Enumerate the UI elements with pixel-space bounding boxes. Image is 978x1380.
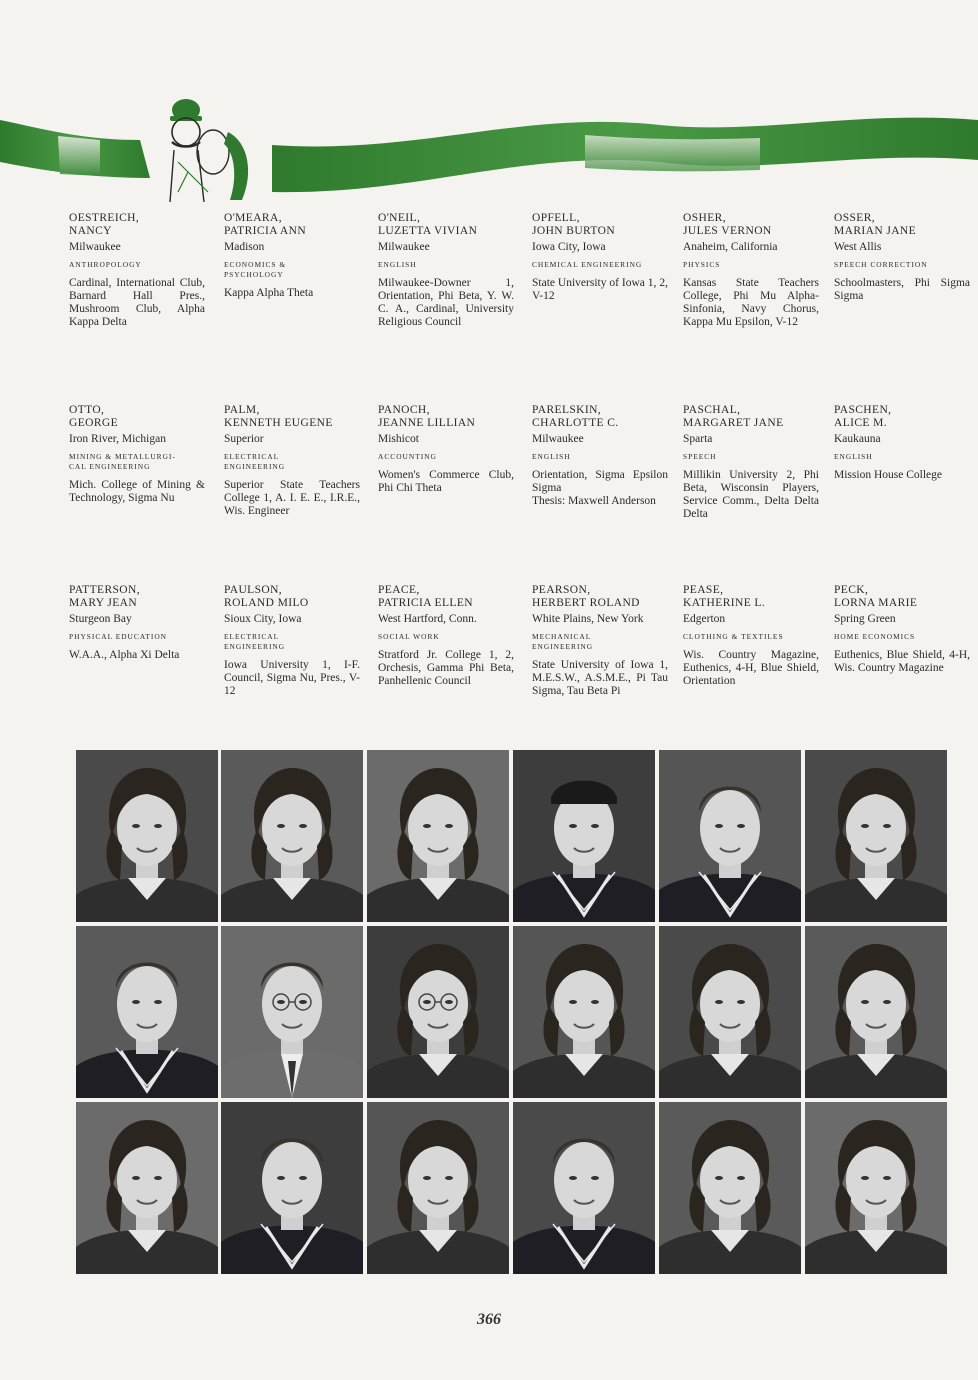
student-activities: Millikin University 2, Phi Beta, Wisconsin Players, Service Comm., Delta Delta Delta (683, 468, 819, 521)
student-portrait-photo (367, 750, 509, 922)
student-major: MECHANICAL ENGINEERING (532, 631, 594, 651)
student-entry (69, 584, 205, 662)
student-portrait-photo (805, 750, 947, 922)
student-name: OSSER, MARIAN JANE (834, 212, 917, 238)
student-entry (224, 404, 360, 518)
student-hometown: West Hartford, Conn. (378, 613, 477, 626)
student-entry (683, 212, 819, 329)
student-hometown: Sparta (683, 433, 713, 446)
student-major: ENGLISH (378, 259, 417, 269)
student-name: PEACE, PATRICIA ELLEN (378, 584, 473, 610)
page-number: 366 (477, 1311, 501, 1328)
student-activities: State University of Iowa 1, 2, V-12 (532, 276, 668, 302)
student-hometown: Mishicot (378, 433, 419, 446)
student-name: PEASE, KATHERINE L. (683, 584, 766, 610)
student-major: HOME ECONOMICS (834, 631, 916, 641)
student-entry (224, 212, 360, 300)
student-portrait-photo (659, 1102, 801, 1274)
student-hometown: White Plains, New York (532, 613, 644, 626)
portrait-photo-grid (76, 750, 952, 1276)
student-activities: Mission House College (834, 468, 942, 481)
student-portrait-photo (76, 1102, 218, 1274)
student-entry (378, 584, 514, 688)
student-entry (683, 584, 819, 688)
bucky-badger-mascot-icon (158, 92, 258, 204)
student-major: ACCOUNTING (378, 451, 437, 461)
student-name: OSHER, JULES VERNON (683, 212, 772, 238)
student-name: O'NEIL, LUZETTA VIVIAN (378, 212, 478, 238)
student-name: PATTERSON, MARY JEAN (69, 584, 140, 610)
student-major: ELECTRICAL ENGINEERING (224, 631, 286, 651)
student-portrait-photo (659, 750, 801, 922)
student-major: PHYSICAL EDUCATION (69, 631, 167, 641)
student-major: CHEMICAL ENGINEERING (532, 259, 643, 269)
student-major: ENGLISH (532, 451, 571, 461)
student-entry (532, 404, 668, 508)
green-ribbon-banner (0, 100, 978, 220)
student-name: OPFELL, JOHN BURTON (532, 212, 616, 238)
student-portrait-photo (221, 750, 363, 922)
student-name: OTTO, GEORGE (69, 404, 119, 430)
student-entry (683, 404, 819, 521)
student-major: MINING & METALLURGI- CAL ENGINEERING (69, 451, 176, 471)
student-hometown: Spring Green (834, 613, 896, 626)
student-activities: Schoolmasters, Phi Sigma Sigma (834, 276, 970, 302)
student-hometown: Edgerton (683, 613, 726, 626)
student-portrait-photo (805, 1102, 947, 1274)
student-activities: Cardinal, International Club, Barnard Hall Pres., Mushroom Club, Alpha Kappa Delta (69, 276, 205, 329)
student-entry (532, 584, 668, 698)
student-activities: Superior State Teachers College 1, A. I. E. E., I.R.E., Wis. Engineer (224, 478, 360, 518)
student-major: PHYSICS (683, 259, 721, 269)
student-portrait-photo (513, 750, 655, 922)
student-hometown: Madison (224, 241, 265, 254)
student-hometown: West Allis (834, 241, 882, 254)
student-activities: W.A.A., Alpha Xi Delta (69, 648, 180, 661)
student-activities: Wis. Country Magazine, Euthenics, 4-H, Blue Shield, Orientation (683, 648, 819, 688)
student-name: PALM, KENNETH EUGENE (224, 404, 333, 430)
student-activities: Stratford Jr. College 1, 2, Orchesis, Gamma Phi Beta, Panhellenic Council (378, 648, 514, 688)
student-name: PARELSKIN, CHARLOTTE C. (532, 404, 619, 430)
student-hometown: Anaheim, California (683, 241, 778, 254)
student-hometown: Milwaukee (532, 433, 584, 446)
student-entry (834, 404, 970, 482)
student-portrait-photo (367, 1102, 509, 1274)
student-activities: Iowa University 1, I-F. Council, Sigma Nu, Pres., V-12 (224, 658, 360, 698)
student-activities: Kansas State Teachers College, Phi Mu Alpha-Sinfonia, Navy Chorus, Kappa Mu Epsilon, V-12 (683, 276, 819, 329)
student-major: ECONOMICS & PSYCHOLOGY (224, 259, 287, 279)
student-activities: Milwaukee-Downer 1, Orientation, Phi Beta, Y. W. C. A., Cardinal, University Religious Council (378, 276, 514, 329)
student-portrait-photo (513, 1102, 655, 1274)
student-hometown: Sturgeon Bay (69, 613, 132, 626)
student-portrait-photo (805, 926, 947, 1098)
student-activities: Euthenics, Blue Shield, 4-H, Wis. Country Magazine (834, 648, 970, 674)
student-hometown: Iowa City, Iowa (532, 241, 606, 254)
student-entry (69, 404, 205, 505)
student-hometown: Milwaukee (69, 241, 121, 254)
student-major: ELECTRICAL ENGINEERING (224, 451, 286, 471)
student-hometown: Kaukauna (834, 433, 881, 446)
student-name: PAULSON, ROLAND MILO (224, 584, 309, 610)
student-portrait-photo (513, 926, 655, 1098)
student-portrait-photo (367, 926, 509, 1098)
student-portrait-photo (76, 750, 218, 922)
student-name: O'MEARA, PATRICIA ANN (224, 212, 307, 238)
student-name: PEARSON, HERBERT ROLAND (532, 584, 640, 610)
student-major: SPEECH CORRECTION (834, 259, 928, 269)
student-activities: Mich. College of Mining & Technology, Sigma Nu (69, 478, 205, 504)
student-entry (224, 584, 360, 698)
student-portrait-photo (659, 926, 801, 1098)
student-activities: Orientation, Sigma Epsilon Sigma Thesis: Maxwell Anderson (532, 468, 668, 508)
student-name: PECK, LORNA MARIE (834, 584, 918, 610)
student-portrait-photo (76, 926, 218, 1098)
student-entry (834, 584, 970, 675)
student-entry (378, 212, 514, 329)
student-portrait-photo (221, 926, 363, 1098)
student-hometown: Milwaukee (378, 241, 430, 254)
student-major: CLOTHING & TEXTILES (683, 631, 784, 641)
student-hometown: Sioux City, Iowa (224, 613, 302, 626)
student-entry (834, 212, 970, 303)
student-name: PANOCH, JEANNE LILLIAN (378, 404, 476, 430)
student-major: ANTHROPOLOGY (69, 259, 142, 269)
student-activities: Kappa Alpha Theta (224, 286, 314, 299)
student-major: ENGLISH (834, 451, 873, 461)
student-portrait-photo (221, 1102, 363, 1274)
student-activities: Women's Commerce Club, Phi Chi Theta (378, 468, 514, 494)
student-name: OESTREICH, NANCY (69, 212, 140, 238)
student-activities: State University of Iowa 1, M.E.S.W., A.S.M.E., Pi Tau Sigma, Tau Beta Pi (532, 658, 668, 698)
student-major: SPEECH (683, 451, 717, 461)
student-name: PASCHEN, ALICE M. (834, 404, 892, 430)
student-hometown: Iron River, Michigan (69, 433, 166, 446)
student-major: SOCIAL WORK (378, 631, 440, 641)
student-name: PASCHAL, MARGARET JANE (683, 404, 784, 430)
student-entry (69, 212, 205, 329)
student-entry (532, 212, 668, 303)
student-hometown: Superior (224, 433, 264, 446)
student-entry (378, 404, 514, 495)
